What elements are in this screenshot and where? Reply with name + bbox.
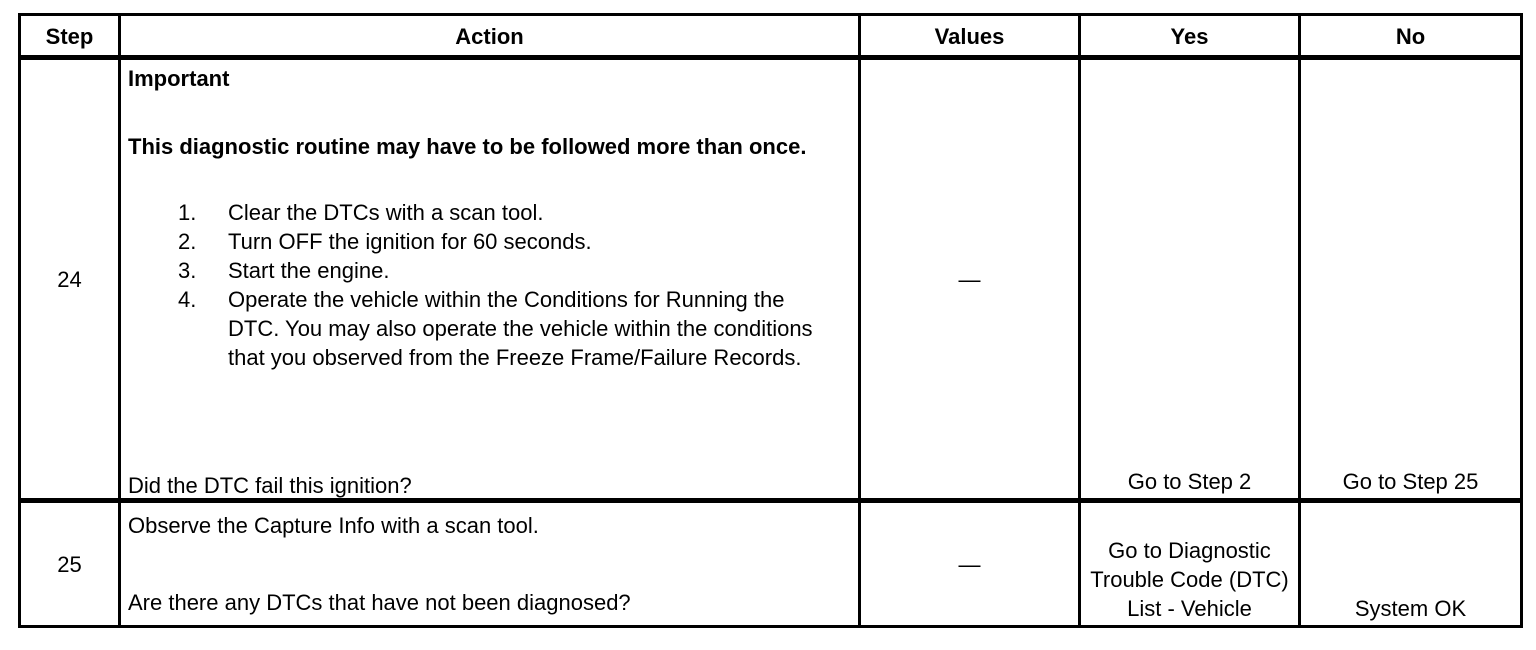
question-text: Are there any DTCs that have not been diagnosed?: [128, 590, 631, 615]
important-text: This diagnostic routine may have to be followed more than once.: [128, 134, 807, 159]
question-text: Did the DTC fail this ignition?: [128, 473, 412, 498]
list-item-number: 1.: [178, 200, 197, 225]
diagnostic-table: [18, 13, 1523, 628]
header-yes: Yes: [1080, 15, 1300, 58]
list-item-text: Operate the vehicle within the Conditions for Running the DTC. You may also operate the vehicle within the conditions that you observed from the Freeze Frame/Failure Records.: [228, 287, 813, 370]
header-action: Action: [120, 15, 860, 58]
header-values: Values: [860, 15, 1080, 58]
list-item-text: Turn OFF the ignition for 60 seconds.: [228, 229, 592, 254]
list-item: [128, 256, 851, 285]
yes-cell: Go to Step 2: [1080, 58, 1300, 501]
list-item: [128, 285, 851, 372]
list-item: [128, 198, 851, 227]
table-row: [20, 501, 1522, 627]
list-item-number: 3.: [178, 258, 197, 283]
values-cell: —: [860, 501, 1080, 627]
header-row: [20, 15, 1522, 58]
procedure-list: [128, 198, 851, 372]
header-step: Step: [20, 15, 120, 58]
table-row: [20, 58, 1522, 501]
action-text: Observe the Capture Info with a scan tool.: [128, 513, 539, 538]
list-item-number: 2.: [178, 229, 197, 254]
step-number: 24: [20, 58, 120, 501]
no-cell: System OK: [1300, 501, 1522, 627]
no-cell: Go to Step 25: [1300, 58, 1522, 501]
header-no: No: [1300, 15, 1522, 58]
step-number: 25: [20, 501, 120, 627]
action-cell: [120, 58, 860, 501]
list-item-text: Clear the DTCs with a scan tool.: [228, 200, 544, 225]
action-cell: [120, 501, 860, 627]
list-item: [128, 227, 851, 256]
important-label: Important: [128, 66, 230, 91]
list-item-number: 4.: [178, 287, 197, 312]
list-item-text: Start the engine.: [228, 258, 390, 283]
values-cell: —: [860, 58, 1080, 501]
yes-cell: Go to Diagnostic Trouble Code (DTC) List - Vehicle: [1080, 501, 1300, 627]
